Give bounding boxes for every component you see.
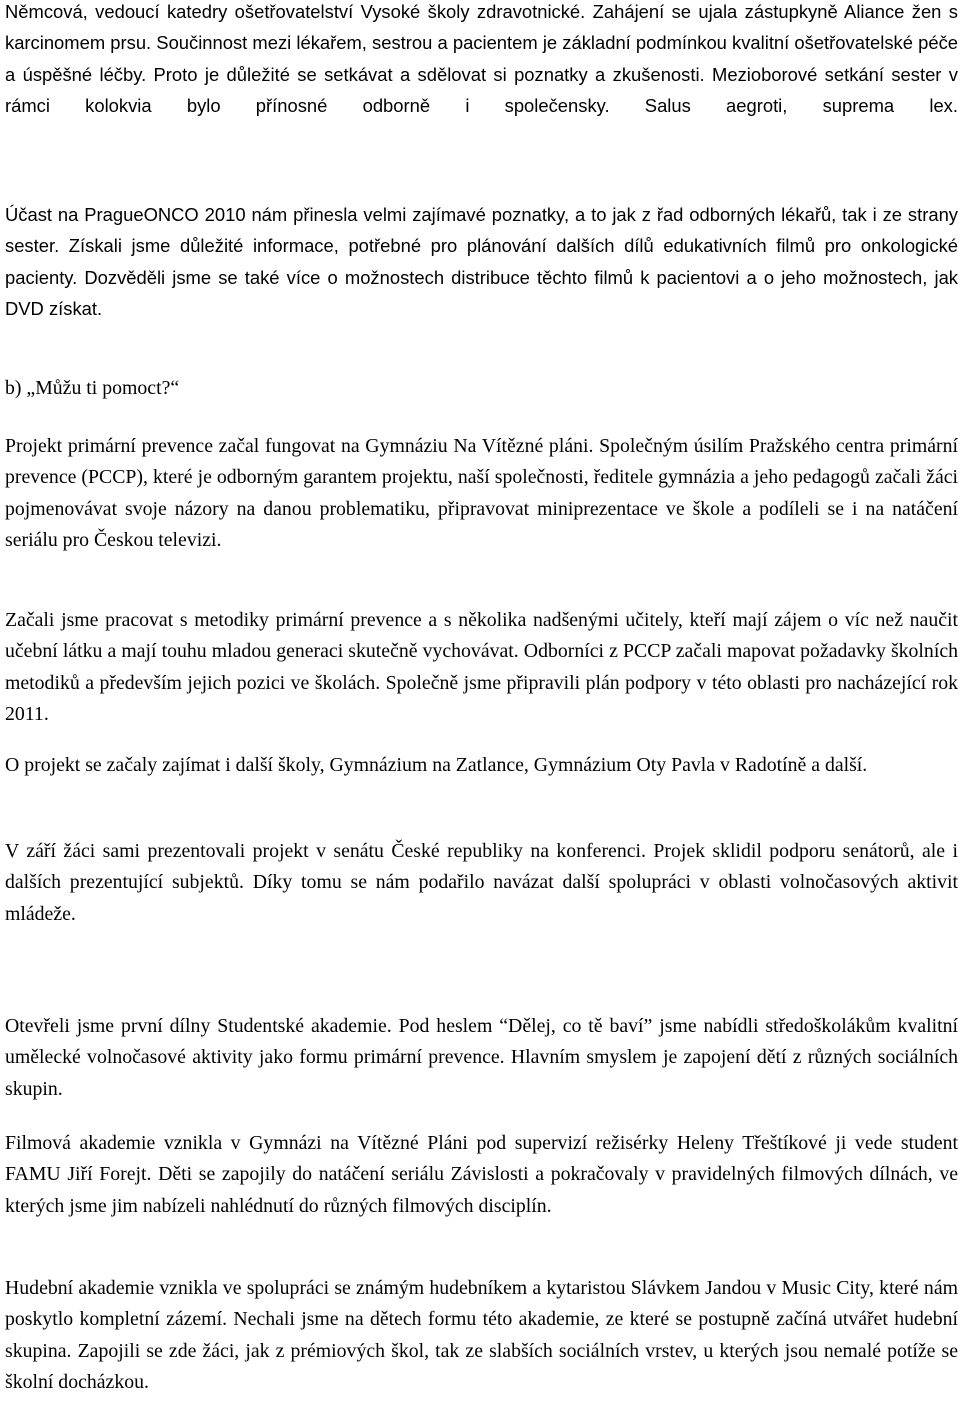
section-heading: b) „Můžu ti pomoct?“ (5, 377, 180, 399)
paragraph: Účast na PragueONCO 2010 nám přinesla velmi zajímavé poznatky, a to jak z řad odborných lékařů, tak i ze strany sester. Získali jsme důležité informace, potřebné pro plánování dalších dílů edukativních filmů pro onkologické pacienty. Dozvěděli jsme se také více o možnostech distribuce těchto filmů k pacientovi a o jeho možnostech, jak DVD získat. (5, 204, 958, 320)
paragraph: Němcová, vedoucí katedry ošetřovatelství Vysoké školy zdravotnické. Zahájení se ujala zástupkyně Aliance žen s karcinomem prsu. Součinnost mezi lékařem, sestrou a pacientem je základní podmínkou kvalitní ošetřovatelské péče a úspěšné léčby. Proto je důležité se setkávat a sdělovat si poznatky a zkušenosti. Mezioborové setkání sester v rámci kolokvia bylo přínosné odborně i společensky. Salus aegroti, suprema lex. (5, 1, 958, 117)
paragraph: Filmová akademie vznikla v Gymnázi na Vítězné Pláni pod supervizí režisérky Heleny Třeštíkové ji vede student FAMU Jiří Forejt. Děti se zapojily do natáčení seriálu Závislosti a pokračovaly v pravidelných filmových dílnách, ve kterých jsme jim nabízeli nahlédnutí do různých filmových disciplín. (5, 1132, 958, 1217)
paragraph: Otevřeli jsme první dílny Studentské akademie. Pod heslem “Dělej, co tě baví” jsme nabídli středoškolákům kvalitní umělecké volnočasové aktivity jako formu primární prevence. Hlavním smyslem je zapojení dětí z různých sociálních skupin. (5, 1015, 958, 1100)
paragraph: V září žáci sami prezentovali projekt v senátu České republiky na konferenci. Projek sklidil podporu senátorů, ale i dalších prezentující subjektů. Díky tomu se nám podařilo navázat další spolupráci v oblasti volnočasových aktivit mládeže. (5, 840, 958, 925)
paragraph: O projekt se začaly zajímat i další školy, Gymnázium na Zatlance, Gymnázium Oty Pavla v Radotíně a další. (5, 754, 868, 776)
paragraph: Projekt primární prevence začal fungovat na Gymnáziu Na Vítězné pláni. Společným úsilím Pražského centra primární prevence (PCCP), které je odborným garantem projektu, naší společnosti, ředitele gymnázia a jeho pedagogů začali žáci pojmenovávat svoje názory na danou problematiku, připravovat miniprezentace ve škole a podíleli se i na natáčení seriálu pro Českou televizi. (5, 435, 958, 552)
paragraph: Hudební akademie vznikla ve spolupráci se známým hudebníkem a kytaristou Slávkem Jandou v Music City, které nám poskytlo kompletní zázemí. Nechali jsme na dětech formu této akademie, ze které se postupně začíná utvářet hudební skupina. Zapojili se zde žáci, jak z prémiových škol, tak ze slabších sociálních vrstev, u kterých jsou nemalé potíže se školní docházkou. (5, 1277, 958, 1394)
paragraph: Začali jsme pracovat s metodiky primární prevence a s několika nadšenými učitely, kteří mají zájem o víc než naučit učební látku a mají touhu mladou generaci skutečně vychovávat. Odborníci z PCCP začali mapovat požadavky školních metodiků a především jejich pozici ve školách. Společně jsme připravili plán podpory v této oblasti pro nacházející rok 2011. (5, 609, 958, 726)
